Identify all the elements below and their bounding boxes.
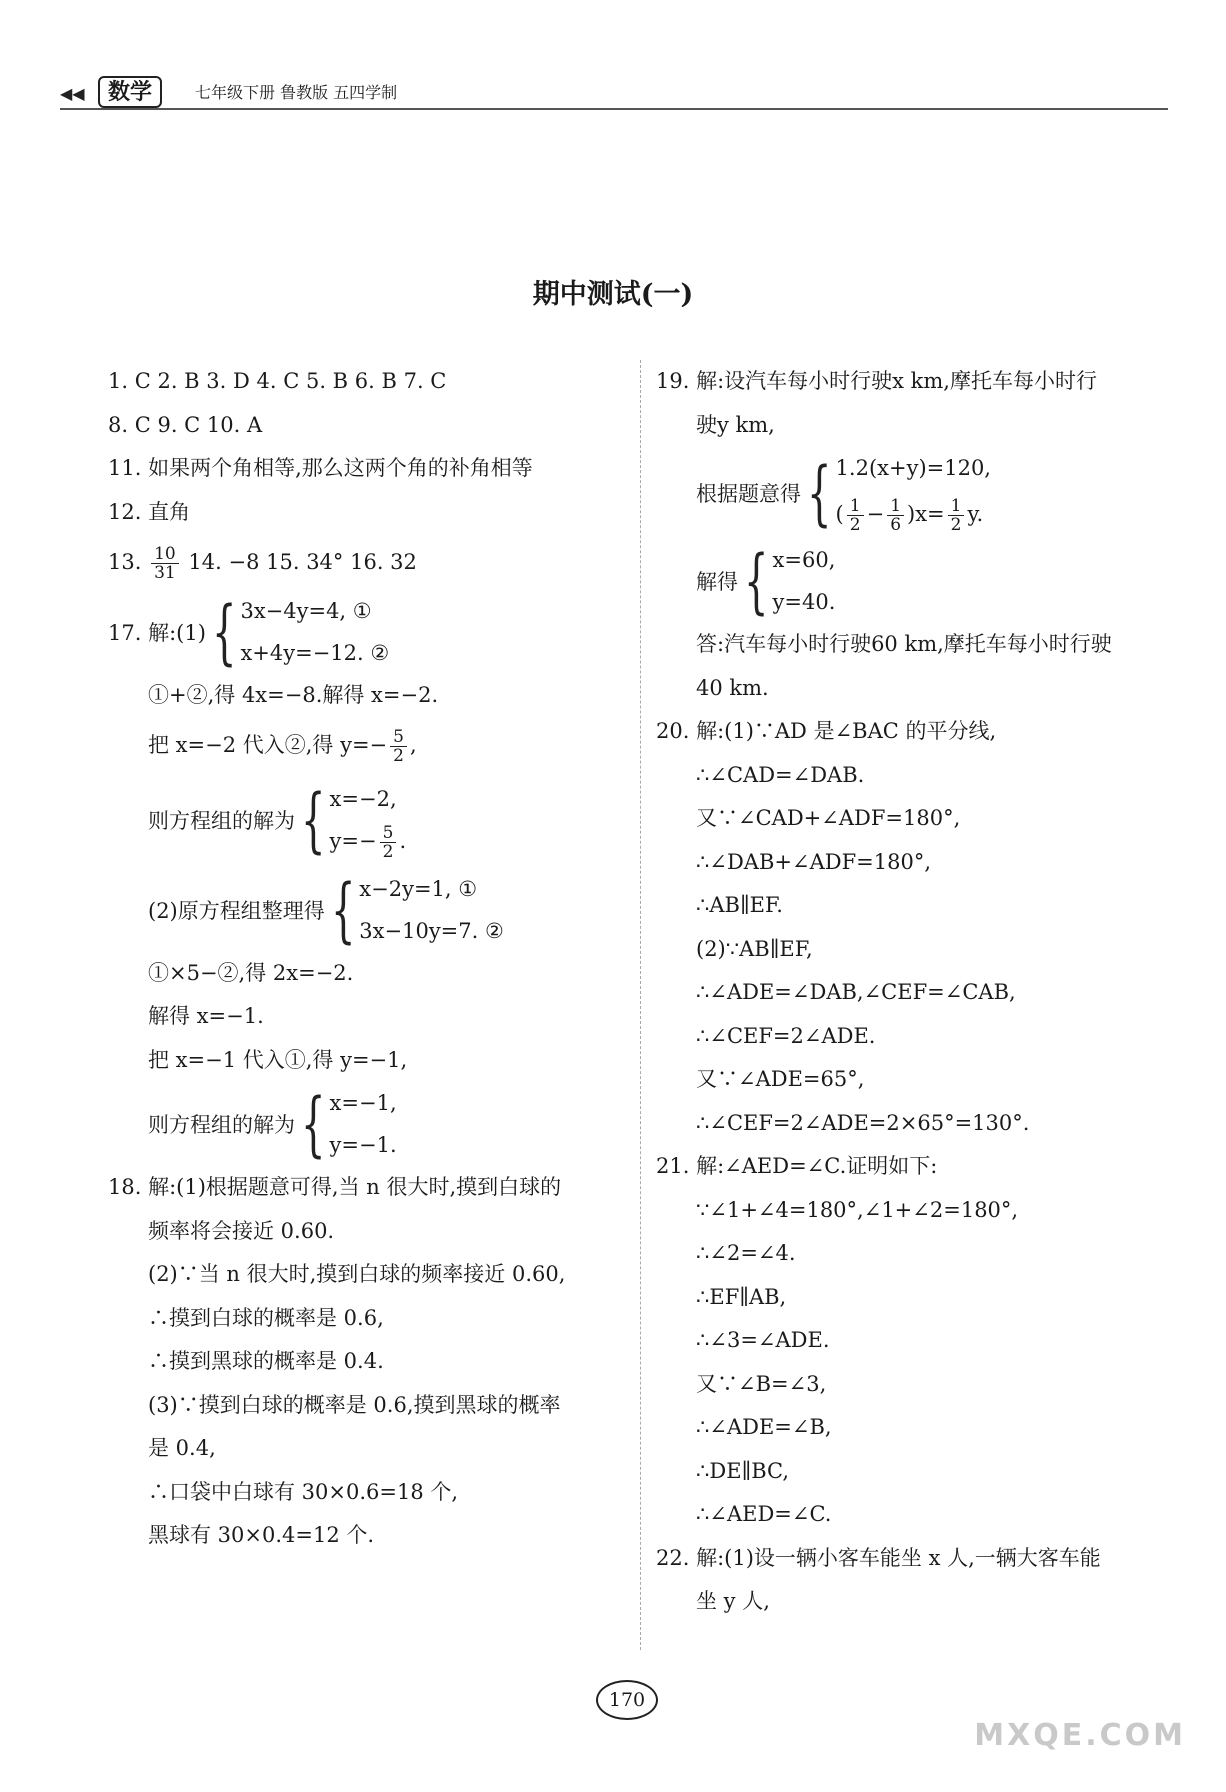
brace-icon: { — [807, 452, 832, 534]
brace-icon: { — [301, 1083, 326, 1165]
step: ∴∠3=∠ADE. — [696, 1328, 830, 1352]
step: 40 km. — [696, 675, 769, 700]
q17b-solution — [108, 1082, 628, 1166]
brace-icon: { — [211, 591, 237, 673]
step: 又∵∠B=∠3, — [696, 1371, 827, 1396]
fraction — [948, 497, 965, 534]
step: ①+②,得 4x=−8.解得 x=−2. — [148, 683, 439, 707]
question-label: 17. 解:(1) — [108, 621, 206, 645]
fraction — [887, 497, 904, 534]
solution-stack — [773, 539, 836, 623]
brace-icon: { — [301, 778, 326, 861]
equation: 3x−10y=7. ② — [359, 918, 504, 943]
step: 是 0.4, — [148, 1436, 216, 1460]
step: 把 x=−1 代入①,得 y=−1, — [148, 1047, 408, 1072]
step: ∴∠2=∠4. — [696, 1241, 796, 1265]
brace-icon: { — [744, 540, 769, 622]
denominator: 2 — [382, 841, 394, 862]
step: ①×5−②,得 2x=−2. — [148, 960, 354, 985]
brace-icon: { — [330, 868, 356, 951]
equation: 1.2(x+y)=120, — [835, 456, 991, 480]
column-divider — [640, 360, 641, 1650]
solution: y=−1. — [329, 1133, 397, 1157]
solution-label: 则方程组的解为 — [148, 1113, 295, 1137]
subject-badge: 数学 — [98, 76, 162, 108]
step: ∴∠AED=∠C. — [696, 1502, 832, 1526]
book-meta: 七年级下册 鲁教版 五四学制 — [195, 83, 398, 102]
fraction — [390, 728, 407, 765]
q19-system — [656, 447, 1168, 539]
numerator: 5 — [390, 728, 407, 747]
solution-label: 解得 — [696, 570, 738, 594]
step: 18. 解:(1)根据题意可得,当 n 很大时,摸到白球的 — [108, 1175, 562, 1199]
step: (2)∵当 n 很大时,摸到白球的频率接近 0.60, — [148, 1262, 566, 1286]
q17b-system — [108, 868, 628, 952]
step: 20. 解:(1)∵AD 是∠BAC 的平分线, — [656, 719, 997, 743]
right-column — [656, 360, 1168, 1624]
numerator: 1 — [847, 497, 864, 516]
step: ∴EF∥AB, — [696, 1284, 787, 1309]
step: 22. 解:(1)设一辆小客车能坐 x 人,一辆大客车能 — [656, 1545, 1101, 1570]
equation-text: )x= — [907, 502, 945, 526]
answer-text: 14. −8 15. 34° 16. 32 — [188, 550, 417, 574]
equation: x+4y=−12. ② — [240, 641, 390, 665]
equation-text: y. — [967, 502, 984, 526]
step: ∵∠1+∠4=180°,∠1+∠2=180°, — [696, 1197, 1019, 1222]
equation — [836, 489, 991, 539]
step: ∴∠CAD=∠DAB. — [696, 762, 865, 787]
numerator: 1 — [887, 497, 904, 516]
q17-system — [108, 590, 628, 674]
numerator: 10 — [151, 545, 179, 564]
left-column — [108, 360, 628, 1558]
step: 坐 y 人, — [696, 1589, 770, 1613]
step: (2)∵AB∥EF, — [696, 936, 813, 961]
answer-line: 1. C 2. B 3. D 4. C 5. B 6. B 7. C — [108, 369, 447, 393]
equation-text: ( — [835, 502, 844, 526]
step: ∴∠DAB+∠ADF=180°, — [696, 849, 932, 874]
fraction — [847, 497, 864, 534]
step — [108, 718, 628, 772]
fraction — [380, 824, 397, 861]
step: ∴∠CEF=2∠ADE. — [696, 1023, 876, 1048]
step: ∴∠ADE=∠DAB,∠CEF=∠CAB, — [696, 980, 1016, 1004]
step: ∴∠CEF=2∠ADE=2×65°=130°. — [696, 1110, 1030, 1135]
step: ∴摸到白球的概率是 0.6, — [148, 1305, 384, 1330]
step-text: 把 x=−2 代入②,得 y=− — [148, 732, 388, 757]
equation: x−2y=1, ① — [359, 876, 478, 901]
solution-stack — [330, 1082, 397, 1166]
step-label: (2)原方程组整理得 — [148, 898, 325, 923]
numerator: 5 — [380, 824, 397, 843]
step: 又∵∠CAD+∠ADF=180°, — [696, 806, 961, 830]
step: (3)∵摸到白球的概率是 0.6,摸到黑球的概率 — [148, 1392, 561, 1417]
step: 答:汽车每小时行驶60 km,摩托车每小时行驶 — [696, 632, 1112, 656]
equation-stack — [240, 590, 389, 674]
solution — [330, 820, 407, 862]
answer-line: 12. 直角 — [108, 499, 191, 524]
denominator: 2 — [393, 745, 404, 766]
page-title: 期中测试(一) — [532, 279, 694, 310]
step: 21. 解:∠AED=∠C.证明如下: — [656, 1154, 938, 1178]
denominator: 2 — [950, 515, 962, 535]
equation-text: − — [866, 502, 885, 526]
step: ∴口袋中白球有 30×0.6=18 个, — [148, 1479, 459, 1504]
equation: 3x−4y=4, ① — [240, 599, 372, 623]
step: ∴AB∥EF. — [696, 893, 783, 917]
solution: x=60, — [772, 548, 836, 572]
solution: y=40. — [772, 590, 836, 614]
solution-text: y=− — [329, 828, 377, 853]
denominator: 2 — [849, 515, 861, 535]
numerator: 1 — [948, 497, 965, 516]
step: 19. 解:设汽车每小时行驶x km,摩托车每小时行 — [656, 369, 1097, 393]
answer-line: 11. 如果两个角相等,那么这两个角的补角相等 — [108, 456, 533, 480]
step: ∴摸到黑球的概率是 0.4. — [148, 1349, 384, 1373]
page-number: 170 — [596, 1680, 658, 1720]
denominator: 6 — [890, 515, 902, 535]
solution-label: 则方程组的解为 — [148, 808, 295, 833]
step: ∴∠ADE=∠B, — [696, 1415, 832, 1439]
q19-solution — [656, 539, 1168, 623]
answer-line: 8. C 9. C 10. A — [108, 412, 263, 437]
step: 驶y km, — [696, 412, 775, 437]
header-rule — [60, 108, 1168, 110]
step-label: 根据题意得 — [696, 482, 801, 506]
step: 黑球有 30×0.4=12 个. — [148, 1523, 375, 1547]
equation-stack — [359, 868, 504, 952]
watermark: MXQE.COM — [974, 1718, 1186, 1753]
q13-label: 13. — [108, 550, 142, 574]
solution: x=−2, — [329, 786, 397, 811]
page-header — [60, 76, 1168, 110]
q17-solution — [108, 778, 628, 862]
step: 频率将会接近 0.60. — [148, 1218, 335, 1243]
step: 又∵∠ADE=65°, — [696, 1067, 865, 1091]
denominator: 31 — [154, 563, 176, 583]
solution-text: . — [399, 828, 407, 853]
answer-line — [108, 534, 628, 590]
step: ∴DE∥BC, — [696, 1458, 790, 1483]
equation-stack — [836, 447, 991, 539]
header-arrow-icon: ◀◀ — [60, 84, 85, 103]
solution-stack — [330, 778, 407, 862]
step-text: , — [409, 732, 417, 757]
step: 解得 x=−1. — [148, 1004, 264, 1028]
fraction — [151, 545, 179, 582]
solution: x=−1, — [329, 1091, 397, 1115]
